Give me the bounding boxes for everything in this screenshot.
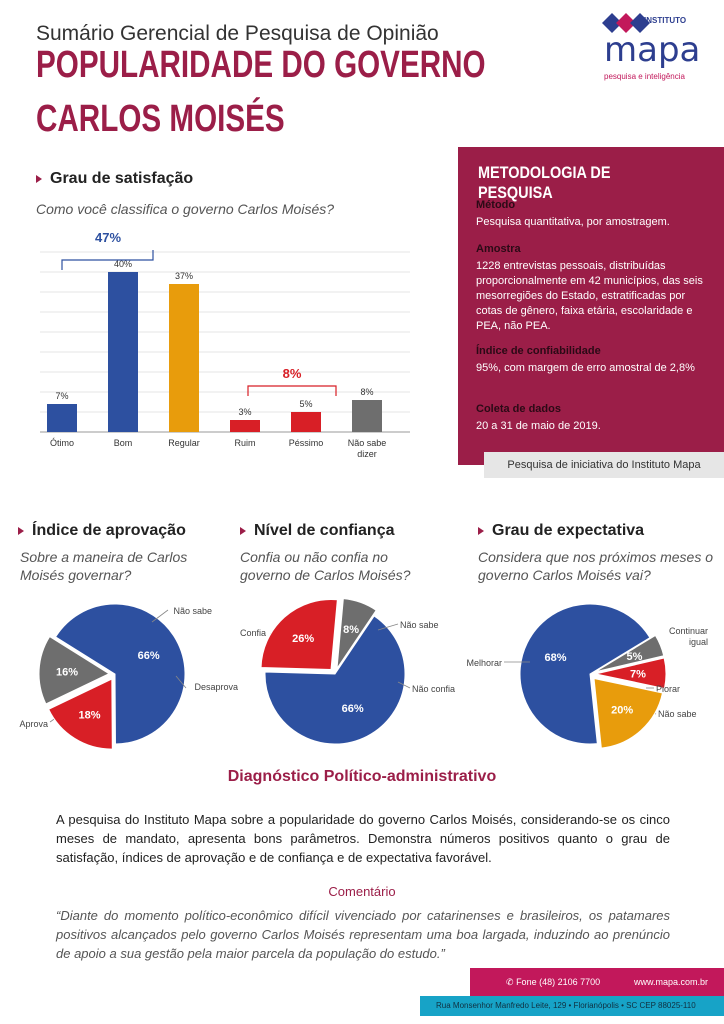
expectativa-question: Considera que nos próximos meses o governo Carlos Moisés vai? [478, 549, 714, 583]
pie-slice-label: igual [688, 637, 708, 647]
phone-icon: ✆ [506, 977, 514, 987]
diagnostico-title: Diagnóstico Político-administrativo [227, 768, 497, 785]
bar-value-label: 8% [360, 387, 374, 397]
report-subtitle: Sumário Gerencial de Pesquisa de Opinião [36, 22, 439, 45]
metodologia-footer: Pesquisa de iniciativa do Instituto Mapa [484, 452, 724, 478]
comentario-text: “Diante do momento político-econômico difícil vivenciado por catarinenses e brasileiros, os patamares positivos alcançados pelo governo Carlos Moisés representam uma boa largada, induzindo ao prenúncio de apoio a sua gestão pela maior parcela da população do estudo.” [56, 908, 670, 961]
footer-contact-bar [470, 968, 724, 996]
bar [108, 272, 138, 432]
pie-slice-pct: 8% [343, 623, 360, 636]
bar [230, 420, 260, 432]
category-tick-label: Regular [168, 438, 200, 448]
confianca-title: Nível de confiança [240, 522, 395, 540]
expectativa-title: Grau de expectativa [478, 522, 644, 540]
instituto-mapa-logo [600, 8, 710, 88]
pie-slice-pct: 7% [630, 668, 646, 681]
bar [169, 284, 199, 432]
logo-mapa: mapa [604, 30, 701, 70]
triangle-bullet-icon [478, 527, 484, 535]
footer-phone[interactable]: ✆ Fone (48) 2106 7700 [506, 977, 601, 987]
pie-slice-label: Melhorar [466, 658, 502, 668]
pie-slice-label: Não confia [412, 684, 456, 694]
amostra-text: 1228 entrevistas pessoais, distribuídas proporcionalmente em 42 municípios, das seis mesorregiões do Estado, estratificadas por cotas de gênero, faixa etária, escolaridade e PEA, não PEA. [476, 260, 703, 332]
category-tick-label: dizer [357, 449, 377, 459]
pie-slice-pct: 66% [137, 650, 160, 663]
logo-tagline: pesquisa e inteligência [604, 72, 685, 81]
pie-slice-label: Não sabe [173, 606, 212, 616]
aprovacao-question: Sobre a maneira de Carlos Moisés governar? [20, 549, 188, 583]
category-tick-label: Bom [113, 438, 133, 448]
pie-slice-label: Confia [239, 628, 266, 638]
comentario-title: Comentário [328, 884, 396, 899]
pie-slice-label: Desaprova [194, 682, 238, 692]
bar [352, 400, 382, 432]
metodo-label: Método [476, 199, 516, 211]
category-tick-label: Péssimo [288, 438, 324, 448]
group-negative-label: 8% [282, 366, 302, 381]
bar-value-label: 3% [238, 407, 252, 417]
diagnostico-text: A pesquisa do Instituto Mapa sobre a popularidade do governo Carlos Moisés, considerando-se os cinco meses de mandato, apresenta bons parâmetros. Demonstra números positivos quanto o grau de satisfação, índices de aprovação e de confiança e de expectativa favorável. [56, 812, 670, 865]
pie-slice-label: Não sabe [658, 709, 697, 719]
footer-address: Rua Monsenhor Manfredo Leite, 129 • Florianópolis • SC CEP 88025-110 [420, 996, 724, 1016]
bar [47, 404, 77, 432]
confianca-question: Confia ou não confia no governo de Carlos Moisés? [240, 549, 411, 583]
coleta-text: 20 a 31 de maio de 2019. [476, 420, 601, 432]
pie-slice-label: Não sabe [400, 620, 439, 630]
pie-slice-pct: 66% [341, 703, 364, 716]
satisfacao-bar-chart [30, 230, 450, 470]
triangle-bullet-icon [18, 527, 24, 535]
triangle-bullet-icon [240, 527, 246, 535]
bar-value-label: 7% [55, 391, 69, 401]
satisfacao-question: Como você classifica o governo Carlos Moisés? [36, 201, 335, 217]
bar-value-label: 40% [113, 259, 133, 269]
triangle-bullet-icon [36, 175, 42, 183]
bracket-negative [248, 386, 336, 396]
group-positive-label: 47% [94, 230, 122, 245]
category-tick-label: Ruim [234, 438, 256, 448]
category-tick-label: Ótimo [49, 438, 75, 448]
amostra-label: Amostra [476, 243, 521, 255]
satisfacao-title: Grau de satisfação [36, 170, 193, 188]
pie-slice-pct: 68% [544, 651, 567, 664]
pie-slice-label: Continuar [668, 626, 708, 636]
coleta-label: Coleta de dados [476, 403, 561, 415]
pie-slice-pct: 20% [611, 704, 634, 717]
pie-slice-pct: 5% [626, 650, 643, 663]
pie-slice-label: Piorar [656, 684, 681, 694]
metodologia-title: METODOLOGIA DE PESQUISA [478, 163, 611, 202]
pie-slice-pct: 18% [78, 709, 101, 722]
metodologia-panel [458, 147, 724, 465]
pie-slice-pct: 26% [292, 633, 315, 646]
bar [291, 412, 321, 432]
pie-slice-label: Aprova [19, 719, 48, 729]
report-title-line1: POPULARIDADE DO GOVERNO [36, 44, 486, 86]
bar-value-label: 5% [299, 399, 313, 409]
metodo-text: Pesquisa quantitativa, por amostragem. [476, 216, 670, 228]
aprovacao-title: Índice de aprovação [18, 522, 186, 540]
footer-website[interactable]: www.mapa.com.br [633, 977, 708, 987]
pie-charts [0, 590, 724, 760]
category-tick-label: Não sabe [347, 438, 387, 448]
bracket-positive [62, 250, 153, 270]
indice-text: 95%, com margem de erro amostral de 2,8% [476, 362, 695, 374]
indice-label: Índice de confiabilidade [476, 345, 601, 357]
pie-slice-pct: 16% [56, 666, 79, 679]
report-title-line2: CARLOS MOISÉS [36, 98, 285, 140]
logo-instituto: INSTITUTO [644, 16, 687, 25]
bar-value-label: 37% [174, 271, 194, 281]
